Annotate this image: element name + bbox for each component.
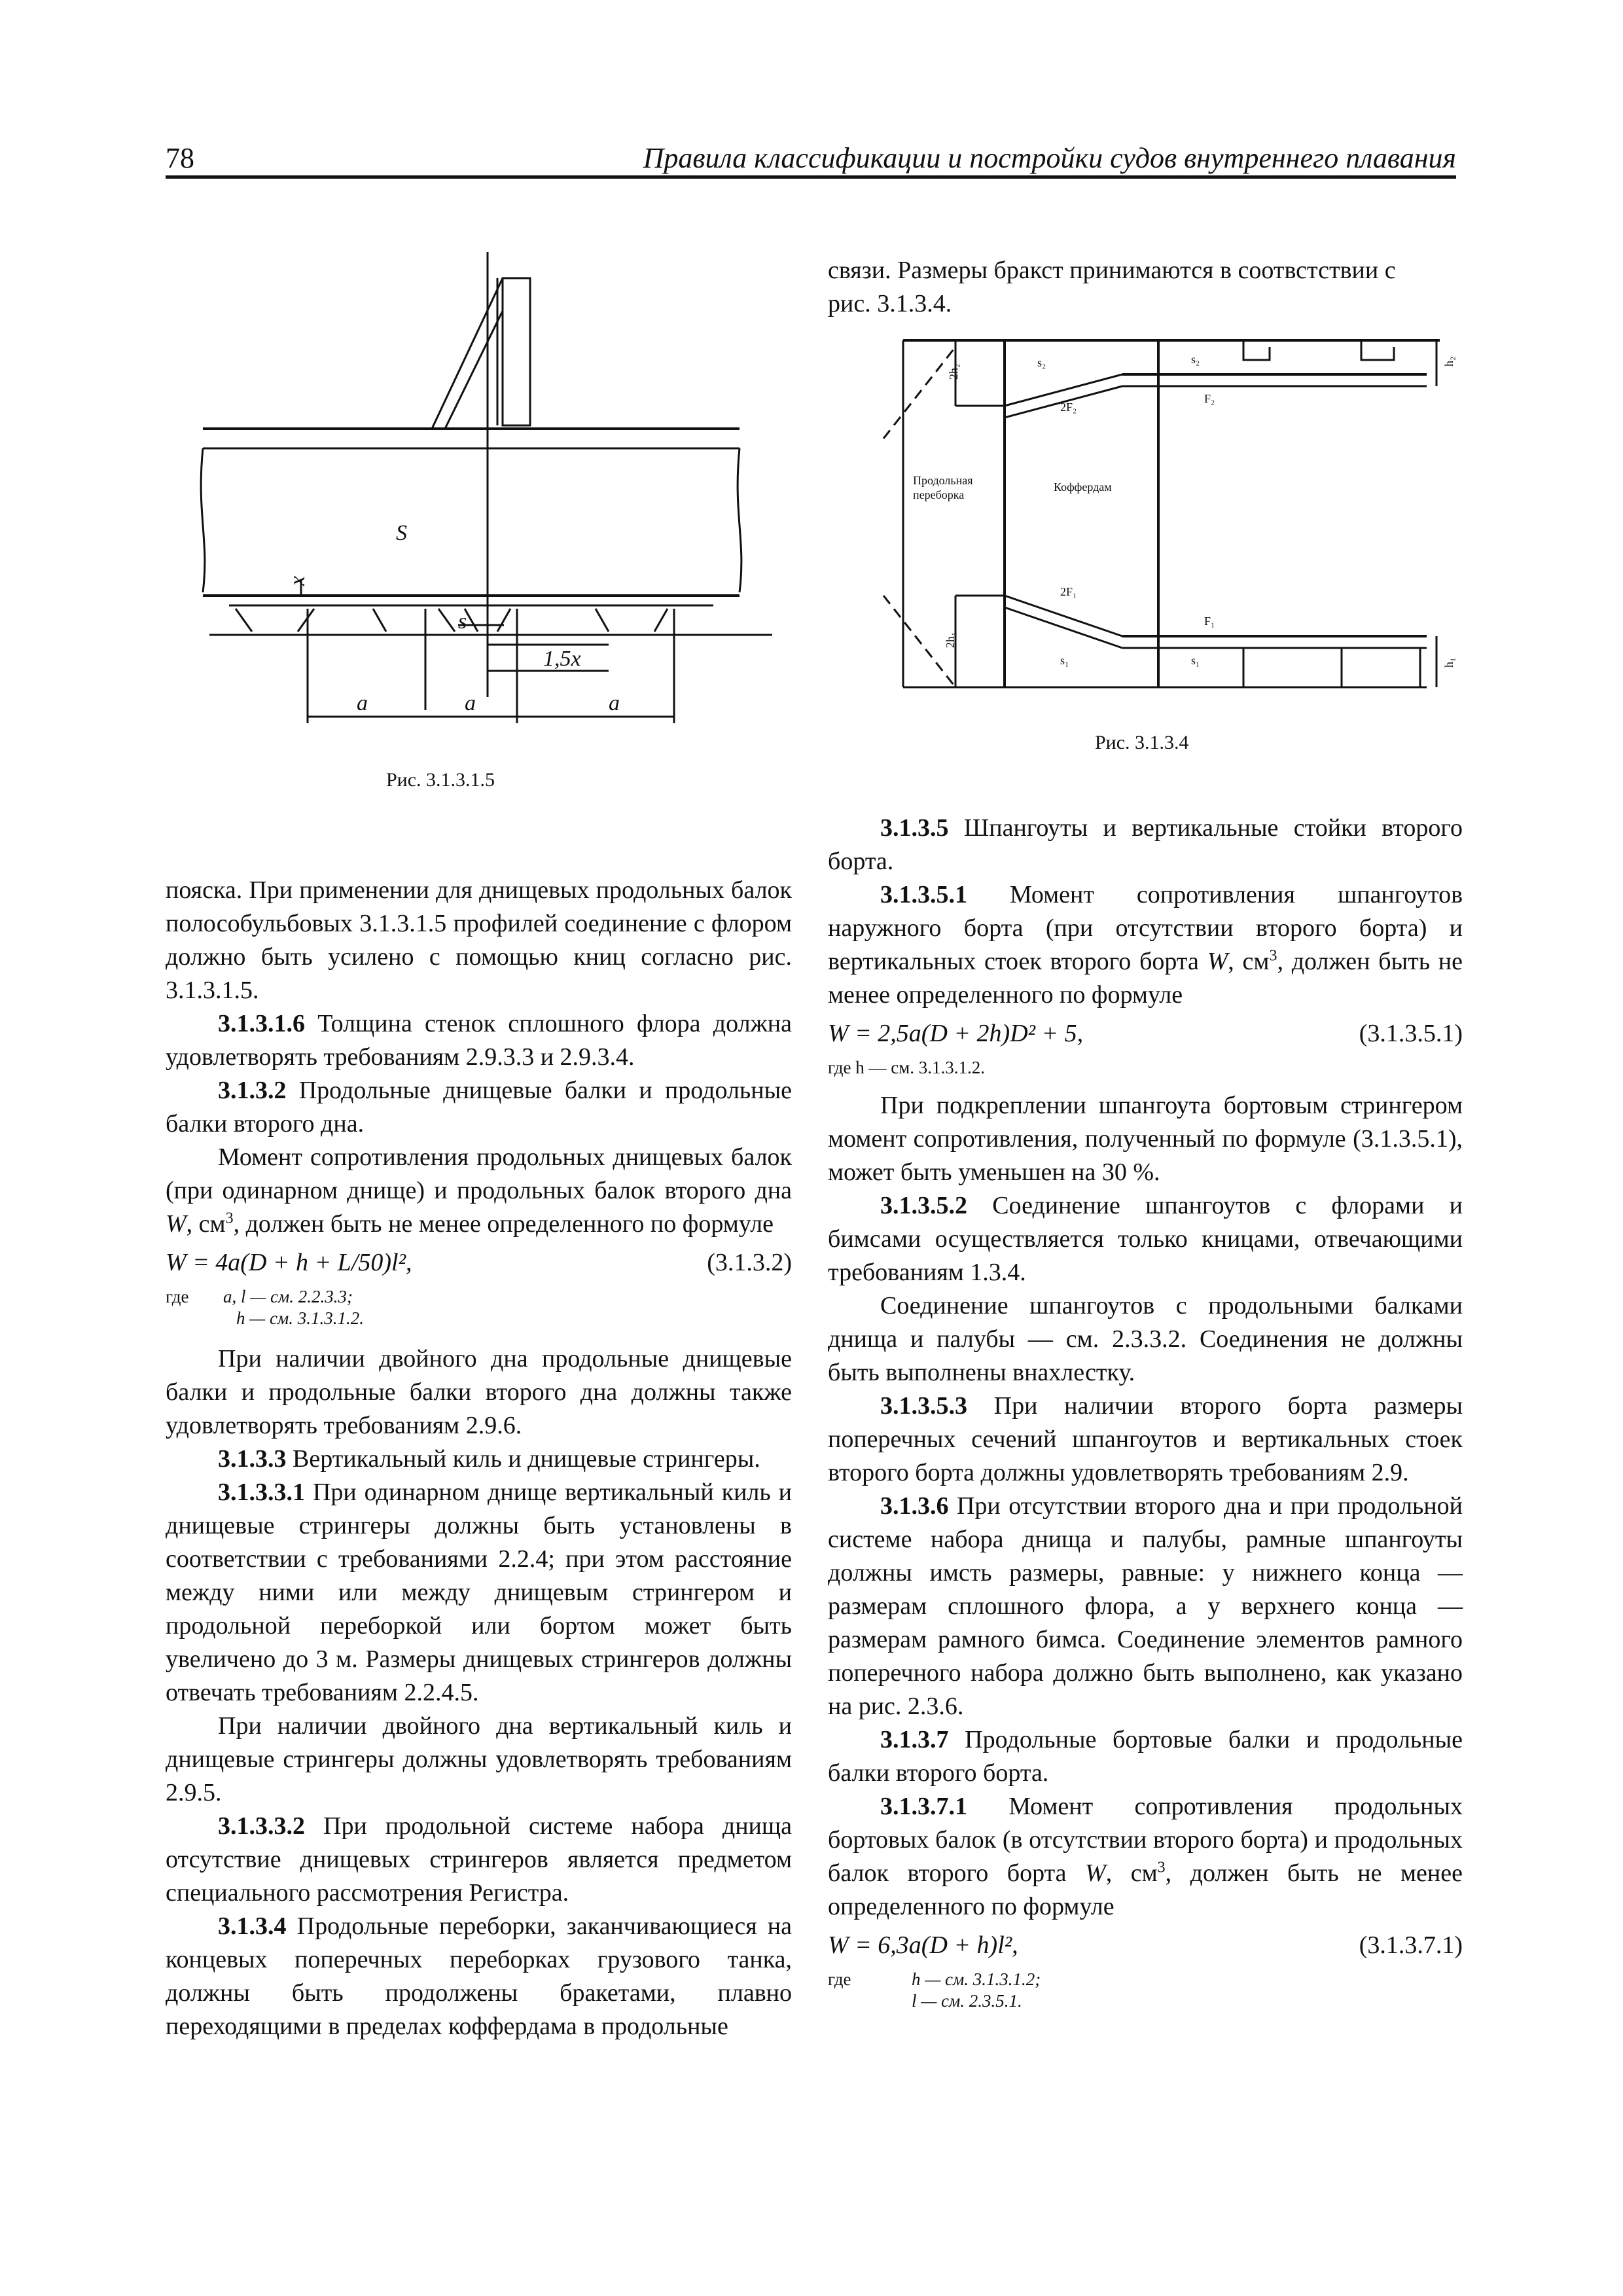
para-31351: 3.1.3.5.1 Момент сопротивления шпангоутов наружного борта (при отсутствии второго борта) и вертикальных стоек второго борта W, $см^3$, должен быть не менее определенного по формуле	[828, 881, 1463, 1009]
label-1-5x: 1,5x	[543, 647, 581, 671]
label-s1-right: s₁	[1191, 654, 1200, 667]
para-31371: 3.1.3.7.1 Момент сопротивления продольных бортовых балок (в отсутствии второго борта) и продольных балок второго борта W, $см^3$, должен быть не менее определенного по формуле	[828, 1793, 1463, 1920]
para-3137: 3.1.3.7 Продольные бортовые балки и продольные балки второго борта.	[828, 1726, 1463, 1787]
where-3132: где a, l — см. 2.2.3.3; h — см. 3.1.3.1.2.	[166, 1287, 364, 1328]
para-31331: 3.1.3.3.1 При одинарном днище вертикальный киль и днищевые стрингеры должны быть установлены в соответствии с требованиями 2.2.4; при этом расстояние между ними или между днищевым стрингером и продольной переборкой или бортом может быть увеличено до 3 м. Размеры днищевых стрингеров должны отвечать требованиям 2.2.4.5.	[166, 1479, 792, 1706]
para-3136: 3.1.3.6 При отсутствии второго дна и при продольной системе набора днища и палубы, рамные шпангоуты должны имсть размеры, равные: у нижнего конца — размерам сплошного флора, а у верхнего конца — размерам рамного бимса. Соединение элементов рамного поперечного набора должно быть выполнено, как указано на рис. 2.3.6.	[828, 1492, 1463, 1720]
label-left-area-1: Продольная	[913, 474, 973, 487]
label-2f1: 2F₁	[1060, 585, 1077, 598]
label-2h2: 2h₂	[947, 363, 960, 380]
label-a-3: a	[609, 691, 620, 715]
para-double: При наличии двойного дна продольные днищевые балки и продольные балки второго дна должны также удовлетворять требованиям 2.9.6.	[166, 1345, 792, 1439]
right-column	[828, 812, 1463, 2022]
para-3134: 3.1.3.4 Продольные переборки, заканчивающиеся на концевых поперечных переборках грузового танка, должны быть продолжены бракетами, плавно переходящими в пределах коффердама в продольные	[166, 1912, 792, 2040]
label-left-area-2: переборка	[913, 488, 965, 501]
label-2f2: 2F₂	[1060, 401, 1077, 414]
para-31353: 3.1.3.5.3 При наличии второго борта размеры поперечных сечений шпангоутов и вертикальных стоек второго борта должны удовлетворять требованиям 2.9.	[828, 1392, 1463, 1486]
page-number: 78	[166, 142, 194, 174]
para-connect: Соединение шпангоутов с продольными балками днища и палубы — см. 2.3.3.2. Соединения не должны быть выполнены внахлестку.	[828, 1292, 1463, 1386]
label-a-1: a	[357, 691, 368, 715]
label-s1-left: s₁	[1060, 654, 1069, 667]
label-2h1: 2h₁	[944, 632, 957, 648]
where-31371: где h — см. 3.1.3.1.2; l — см. 2.3.5.1.	[828, 1969, 1041, 2011]
formula-31351: W = 2,5a(D + 2h)D² + 5, (3.1.3.5.1)	[828, 1020, 1463, 1047]
label-s-big: S	[396, 521, 407, 545]
label-x: x	[285, 575, 310, 586]
para-double-2: При наличии двойного дна вертикальный киль и днищевые стрингеры должны удовлетворять требованиям 2.9.5.	[166, 1712, 792, 1806]
where-31351: где h — см. 3.1.3.1.2.	[828, 1058, 986, 1077]
right-col-intro	[828, 254, 1463, 321]
label-s2-right: s₂	[1191, 353, 1200, 366]
figure-3-1-3-1-5	[190, 252, 792, 736]
formula-31371: W = 6,3a(D + h)l², (3.1.3.7.1)	[828, 1931, 1463, 1959]
para-31316: 3.1.3.1.6 Толщина стенок сплошного флора должна удовлетворять требованиям 2.9.3.3 и 2.9.3.4.	[166, 1010, 792, 1071]
label-cofferdam: Коффердам	[1054, 480, 1112, 493]
label-h1: h₁	[1442, 657, 1455, 668]
intro-line-1: связи. Размеры бракст принимаются в соотвстствии с	[828, 257, 1396, 284]
intro-line-2: рис. 3.1.3.4.	[828, 290, 952, 317]
caption-left: Рис. 3.1.3.1.5	[386, 769, 495, 791]
figure-3-1-3-4	[864, 334, 1453, 694]
label-s2-left: s₂	[1037, 356, 1046, 369]
para-belt: пояска. При применении для днищевых продольных балок полособульбовых 3.1.3.1.5 профилей соединение с флором должно быть усилено с помощью книц согласно рис. 3.1.3.1.5.	[166, 876, 792, 1004]
label-s-small: s	[458, 609, 467, 634]
para-31352: 3.1.3.5.2 Соединение шпангоутов с флорами и бимсами осуществляется только кницами, отвечающими требованиям 1.3.4.	[828, 1192, 1463, 1286]
label-f2: F₂	[1204, 392, 1215, 405]
left-column	[166, 874, 792, 2043]
formula-3132: W = 4a(D + h + L/50)l², (3.1.3.2)	[166, 1249, 792, 1276]
header-rule	[166, 175, 1456, 179]
para-3132: 3.1.3.2 Продольные днищевые балки и продольные балки второго дна.	[166, 1077, 792, 1138]
para-reinforce: При подкреплении шпангоута бортовым стрингером момент сопротивления, полученный по формуле (3.1.3.5.1), может быть уменьшен на 30 %.	[828, 1092, 1463, 1186]
label-h2: h₂	[1442, 356, 1455, 367]
caption-right: Рис. 3.1.3.4	[1095, 732, 1189, 753]
para-31332: 3.1.3.3.2 При продольной системе набора днища отсутствие днищевых стрингеров является предметом специального рассмотрения Регистра.	[166, 1812, 793, 1907]
para-3135: 3.1.3.5 Шпангоуты и вертикальные стойки второго борта.	[828, 814, 1463, 875]
para-3133: 3.1.3.3 Вертикальный киль и днищевые стрингеры.	[218, 1445, 760, 1473]
label-a-2: a	[465, 691, 476, 715]
running-title: Правила классификации и постройки судов внутреннего плавания	[643, 142, 1456, 174]
para-moment: Момент сопротивления продольных днищевых балок (при одинарном днище) и продольных балок второго дна W, $см^3$, должен быть не менее определенного по формуле	[166, 1143, 792, 1238]
label-f1: F₁	[1204, 615, 1215, 628]
